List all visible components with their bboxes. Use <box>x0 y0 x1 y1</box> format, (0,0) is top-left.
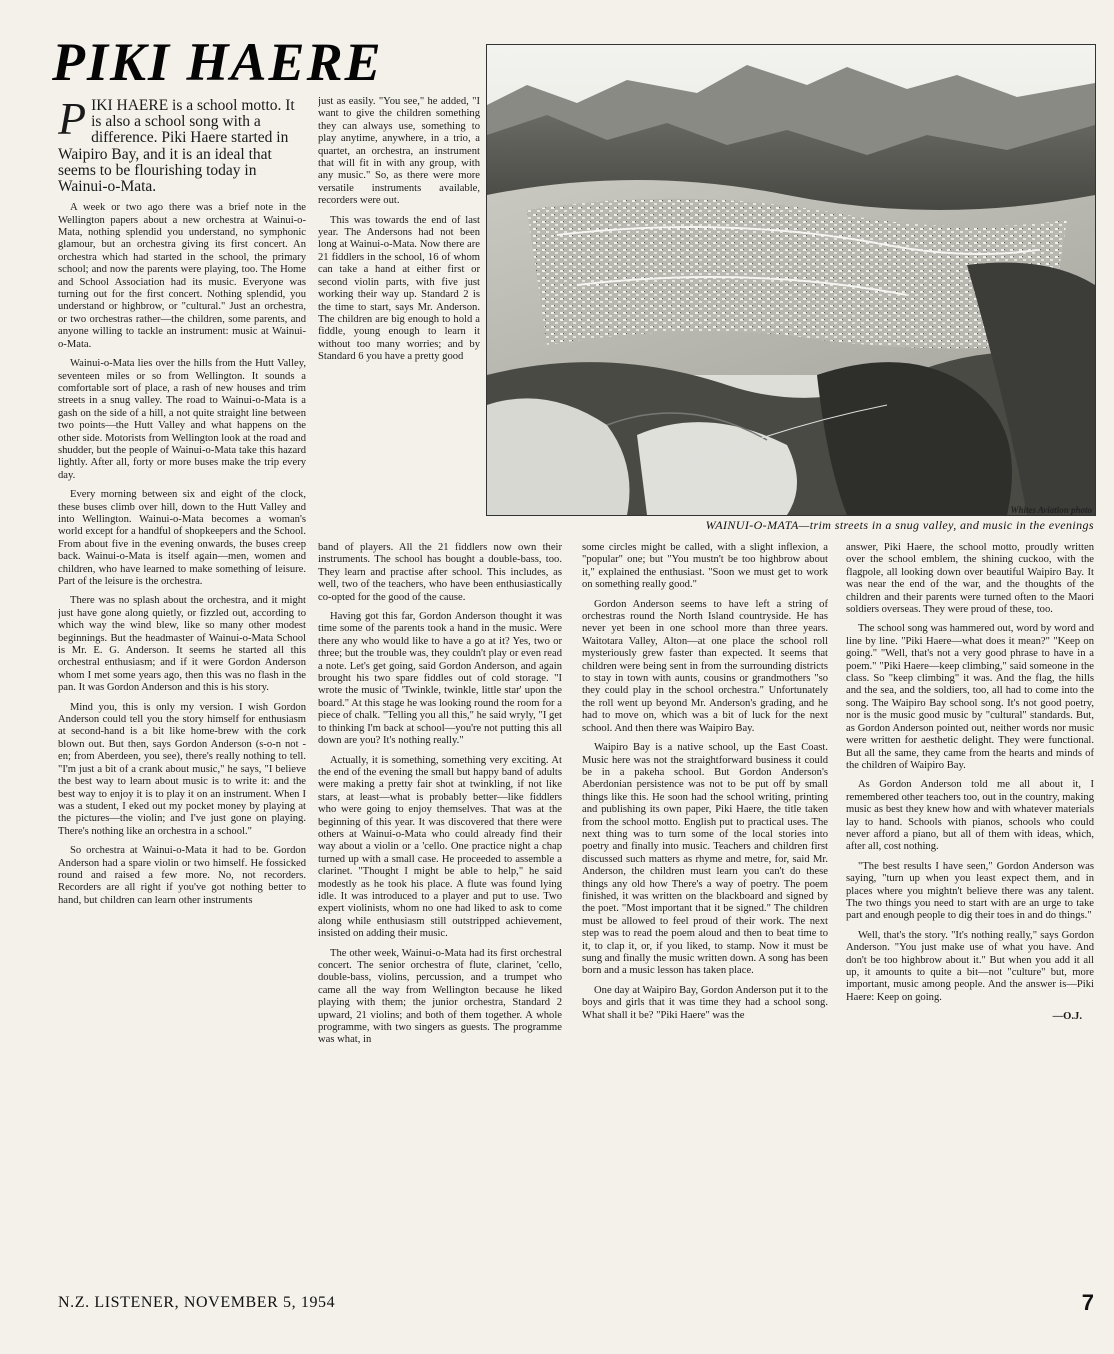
column-2-top <box>318 96 480 536</box>
valley-photo-illustration <box>487 45 1095 515</box>
page-number: 7 <box>1081 1290 1094 1315</box>
column-3 <box>582 542 828 1270</box>
paragraph: A week or two ago there was a brief note in the Wellington papers about a new orchestra at Wainui-o-Mata, nothing splendid you understand, no symphonic glamour, but an orchestra giving its first concert. An orchestra which had started in the school, the primary school; and now the parents were playing, too. The Home and School Association had its music. Everyone was turning out for the first concert. Nothing splendid, you understand or highbrow, or "cultural." Just an orchestra, or two orchestras rather—the children, some parents, and anyone willing to tackle an instrument: music at Wainui-o-Mata. <box>58 202 306 350</box>
paragraph: This was towards the end of last year. The Andersons had not been long at Wainui-o-Mata. Now there are 21 fiddlers in the school, 16 of whom can take a hand at either first or second violin parts, with five just working their way up. Standard 2 is the time to start, says Mr. Anderson. The children are big enough to hold a fiddle, young enough to learn it without too many worries; and by Standard 6 you have a pretty good <box>318 214 480 363</box>
paragraph: The other week, Wainui-o-Mata had its first orchestral concert. The senior orchestra of flute, clarinet, 'cello, double-bass, violins, percussion, and a trumpet who came all the way from Wellington because he liked playing with them; the junior orchestra, Standard 2 upward, 21 violins; and both of them together. A whole programme, with two singers as guests. The programme was what, in <box>318 947 562 1046</box>
column-2-bottom <box>318 542 562 1270</box>
photo-credit: Whites Aviation photo <box>1010 505 1092 515</box>
paragraph: The school song was hammered out, word by word and line by line. "Piki Haere—what does it mean?" "Keep on going." "Well, that's not a very good phrase to have in a poem." "Piki Haere—keep climbing," said someone in the class. So "keep climbing" it was. And the flag, the hills and the sea, and the soldiers, too, all had to come into the song. The Waipiro Bay school song. It's not good poetry, nor is the music good music by "cultural" standards. But, as Gordon Anderson pointed out, neither words nor music were written for aesthetic delight. They were functional. But all the same, they came from the hearts and minds of the children of Waipiro Bay. <box>846 623 1094 771</box>
aerial-photo <box>486 44 1096 516</box>
article-title: PIKI HAERE <box>52 32 383 92</box>
paragraph: Waipiro Bay is a native school, up the East Coast. Music here was not the straightforward business it could be in a pakeha school. But Gordon Anderson's Aberdonian persistence was not to be put off by small things like this. He soon had the school writing, printing and publishing its own paper, Piki Haere, the title taken from the school motto. English put to practical uses. The next thing was to turn some of the local stories into poetry and finally into music. Teachers and children first discussed such matters as rhyme and metre, for, said Mr. Anderson, the children must learn you can't do these things any old how There's a way of poetry. The poem finished, it was written on the blackboard and signed by the poet. "Most important that it be signed." The children must be allowed to feel proud of their work. The next step was to read the poem aloud and then to beat time to it, to clap it, or, if you liked, to stamp. Now it must be sung and finally the music written down. A song has been born and a music lesson has taken place. <box>582 742 828 977</box>
author-signature: —O.J. <box>1052 1011 1082 1023</box>
paragraph: Every morning between six and eight of the clock, these buses climb over hill, down to the Hutt Valley and into Wellington. Wainui-o-Mata becomes a woman's world except for a handful of shopkeepers and the School. From about five in the evening onwards, the buses creep back. Wainui-o-Mata is itself again—men, women and children, who have learned to make something of leisure. Part of the leisure is the orchestra. <box>58 489 306 587</box>
paragraph: Wainui-o-Mata lies over the hills from the Hutt Valley, seventeen miles or so from Wellington. It sounds a comfortable sort of place, a rash of new houses and trim streets in a snug valley. The road to Wainui-o-Mata is a gash on the side of a hill, a not quite straight line between two points—the Hutt Valley and what happens on the other side. Motorists from Wellington look at the road and shudder, but the people of Wainui-o-Mata take this hazard lightly. After all, forty or more buses make the trip every day. <box>58 358 306 481</box>
column-4 <box>846 542 1094 1270</box>
page-footer <box>58 1290 1094 1316</box>
paragraph: Mind you, this is only my version. I wish Gordon Anderson could tell you the story himself for enthusiasm at second-hand is a bit like home-brew with the cork blown out. But then, says Gordon Anderson (s-o-n not -en; from Aberdeen, you see), there's really nothing to tell. "I'm just a bit of a crank about music," he says, "I believe the best way to learn about music is to write it: and the best way to enjoy it is to play it on an instrument. When I was a student, I eked out my pocket money by playing at the pictures—the violin; and I've just gone on playing. There's nothing like an orchestra in a school." <box>58 701 306 837</box>
paragraph: As Gordon Anderson told me all about it, I remembered other teachers too, out in the country, making music as best they knew how and with whatever materials lay to hand. Schools with pianos, schools who could never afford a piano, but all of them with ideas, which, after all, cost nothing. <box>846 779 1094 853</box>
column-1 <box>58 98 306 1268</box>
paragraph: Gordon Anderson seems to have left a string of orchestras round the North Island countryside. He has never yet been in one school more than three years. Waitotara Valley, Alton—at one place the school roll mysteriously grew faster than expected. It seems that children were being sent in from the surrounding districts to stay in town with aunts, cousins or grandmothers "so they could play in the school orchestra." Unfortunately the roll went up beyond Mr. Anderson's grading, and he had to move on, which was a bit of luck for the next school. And then there was Waipiro Bay. <box>582 598 828 734</box>
paragraph: Having got this far, Gordon Anderson thought it was time some of the parents took a hand in the music. Were there any who would like to have a go at it? Yes, two or three; but the trouble was, they couldn't play or even read a note. Let's get going, said Gordon Anderson, and again brought his two spare fiddles out of cold storage. "I wrote the music of 'Twinkle, twinkle, little star' upon the board." At this stage he was looking round the room for a piece of chalk. "Telling you all this," he said wryly, "I get to thinking I'm back at school—you're not putting this all down are you? It's nothing really." <box>318 611 562 747</box>
photo-caption: WAINUI-O-MATA—trim streets in a snug valley, and music in the evenings <box>705 518 1094 532</box>
paragraph: "The best results I have seen," Gordon Anderson was saying, "turn up when you least expect them, and in places where you mightn't believe there was any talent. The two things you need to start with are an urge to take part and enough people to dig their toes in and do things." <box>846 860 1094 922</box>
paragraph: There was no splash about the orchestra, and it might just have gone along quietly, or fizzled out, according to which way the wind blew, like so many other modest beginnings. But the headmaster of Wainui-o-Mata School is Mr. E. G. Anderson. It seems he started all this orchestral enthusiasm; and if it were Gordon Anderson whom I met some years ago, then this was no flash in the pan. It was Gordon Anderson and this is his story. <box>58 595 306 694</box>
paragraph: So orchestra at Wainui-o-Mata it had to be. Gordon Anderson had a spare violin or two himself. He fossicked round and raised a few more. No, not recorders. Recorders are all right if you've got nothing better to hand, but children can learn other instruments <box>58 845 306 906</box>
intro-paragraph <box>58 98 306 195</box>
paragraph: Actually, it is something, something very exciting. At the end of the evening the small but happy band of adults were making a pretty fair shot at twinkling, if not like stars, at least—what is probably better—like fiddlers who were going to enjoy themselves. That was at the beginning of this year. It was discovered that there were others at Wainui-o-Mata who could already find their way about a violin or a 'cello. One practice night a chap turned up with a small case. He proceeded to assemble a clarinet. "Thought I might be able to help," he said modestly as he took his place. A flute was found lying idle. It was introduced to a player and put to use. Two expert violinists, whom no one had liked to ask to come along while enthusiasm still outstripped achievement, insisted on adding their music. <box>318 754 562 940</box>
drop-cap: P <box>58 98 87 144</box>
paragraph: answer, Piki Haere, the school motto, proudly written over the school emblem, the shining cuckoo, with the flagpole, all looking down over beautiful Waipiro Bay. It was near the end of the war, and the thoughts of the children and their parents were turned often to the Maori soldiers overseas. They were proud of these, too. <box>846 542 1094 616</box>
paragraph: just as easily. "You see," he added, "I want to give the children something they can always use, something to play anytime, anywhere, in a trio, a quartet, an orchestra, an instrument that will fit in with any group, with any music." So, as there were more versatile instruments available, recorders were out. <box>318 96 480 207</box>
paragraph: One day at Waipiro Bay, Gordon Anderson put it to the boys and girls that it was time they had a school song. What shall it be? "Piki Haere" was the <box>582 984 828 1021</box>
paragraph: some circles might be called, with a slight inflexion, a "popular" one; but "You mustn't be too highbrow about it," explained the enthusiast. "Soon we must get to work on something really good." <box>582 542 828 591</box>
publication-date: N.Z. LISTENER, NOVEMBER 5, 1954 <box>58 1294 336 1311</box>
paragraph: Well, that's the story. "It's nothing really," says Gordon Anderson. "You just make use of what you have. And don't be too highbrow about it." But when you add it all up, it amounts to quite a bit—not "culture" but, more important, music among people. And the answer is—Piki Haere: Keep on going. <box>846 929 1094 1003</box>
paragraph: band of players. All the 21 fiddlers now own their instruments. The school has bought a double-bass, too. They learn and practise after school. This includes, as well, two of the teachers, who have been enthusiastically co-opted for the good of the cause. <box>318 542 562 603</box>
intro-text: IKI HAERE is a school motto. It is also a school song with a difference. Piki Haere started in Waipiro Bay, and it is an ideal that seems to be flourishing today in Wainui-o-Mata. <box>58 98 295 196</box>
